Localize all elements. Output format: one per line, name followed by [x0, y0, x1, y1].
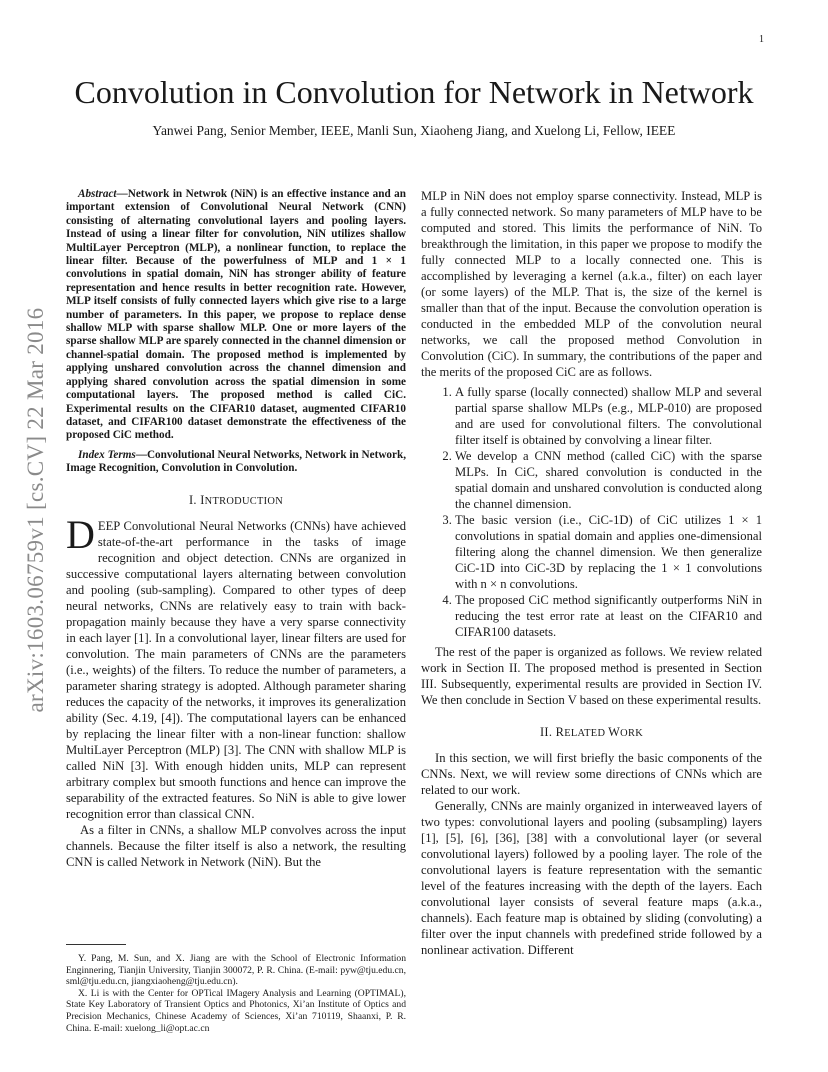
list-item: 2. We develop a CNN method (called CiC) with the sparse MLPs. In CiC, shared convolution is conducted in the spatial domain and unshared convolution is conducted along the channel dimension. — [455, 448, 762, 512]
footnote-affiliation-2: X. Li is with the Center for OPTical IMagery Analysis and Learning (OPTIMAL), State Key Laboratory of Transient Optics and Photonics, Xi’an Institute of Optics and Precision Mechanics, Chinese Academy of Sciences, Xi’an 710119, Shaanxi, P. R. China. E-mail: xuelong_li@opt.ac.cn — [66, 987, 406, 1034]
arxiv-stamp-text: arXiv:1603.06759v1 [cs.CV] 22 Mar 2016 — [23, 307, 48, 713]
list-item: 3. The basic version (i.e., CiC-1D) of CiC utilizes 1 × 1 convolutions in spatial domain and applies one-dimensional filtering along the channel dimension. We then generalize CiC-1D into CiC-3D by replacing the 1 × 1 convolutions with n × n convolutions. — [455, 512, 762, 592]
section-heading-introduction: I. INTRODUCTION — [188, 492, 283, 507]
intro-paragraph-1: DEEP Convolutional Neural Networks (CNNs) have achieved state-of-the-art performance in the tasks of image recognition and object detection. CNNs are organized in successive computational layers alternating between convolution and pooling (sub-sampling). Compared to other types of deep neural networks, CNNs are relatively easy to train with back-propagation mainly because they have a very sparse connectivity in each layer [1]. In a convolutional layer, linear filters are used for convolution. The main parameters of CNNs are the parameters (i.e., weights) of the filters. To reduce the number of parameters, a parameter sharing strategy is adopted. Although parameter sharing reduces the capacity of the networks, it improves its generalization ability (Sec. 4.19, [4]). The computational layers can be enhanced by replacing the linear filter with a non-linear function: shallow MultiLayer Perceptron (MLP) [3]. The CNN with shallow MLP is called NiN [3]. With enough hidden units, MLP can represent arbitrary complex but smooth functions and hence can improve the separability of the extracted features. So NiN is able to give lower recognition error than classical CNN. — [66, 511, 406, 821]
page-number: 1 — [759, 34, 764, 45]
related-paragraph-2: Generally, CNNs are mainly organized in interweaved layers of two types: convolutional layers and pooling (subsampling) layers [1], [5], [6], [36], [38] with a convolutional layer (or several convolutional layers) followed by a pooling layer. The role of the convolutional layers is feature representation with the semantic level of the features increasing with the depth of the layers. Each convolutional layer consists of several feature maps (a.k.a., channels). Each feature map is obtained by sliding (convoluting) a filter over the input channels with predefined stride followed by a nonlinear activation. Different — [421, 799, 762, 957]
section-heading-related-work: II. RELATED WORK — [539, 725, 644, 739]
contribution-list — [421, 384, 762, 640]
left-column — [66, 188, 406, 870]
abstract — [66, 188, 406, 443]
intro-paragraph-3: MLP in NiN does not employ sparse connectivity. Instead, MLP is a fully connected network. So many parameters of MLP have to be computed and stored. This limits the performance of NiN. To breakthrough the limitation, in this paper we propose to modify the fully connected MLP to a locally connected one. This is accomplished by leveraging a kernel (a.k.a., filter) on each layer (or some layers) of the MLP. That is, the size of the kernel is smaller than that of the input. Because the convolution operation is conducted in the embedded MLP of the convolution neural networks, we call the proposed method Convolution in Convolution (CiC). In summary, the contributions of the paper and the merits of the proposed CiC are as follows. — [421, 189, 762, 379]
drop-cap: D — [66, 511, 95, 557]
footnotes — [66, 953, 406, 1034]
arxiv-stamp — [22, 250, 50, 770]
list-item: 4. The proposed CiC method significantly outperforms NiN in reducing the test error rate at least on the CIFAR10 and CIFAR100 datasets. — [455, 592, 762, 640]
index-terms — [66, 449, 406, 476]
abstract-label: Abstract — [78, 188, 117, 200]
abstract-text: —Network in Netwrok (NiN) is an effective instance and an important extension of Convolutional Neural Network (CNN) consisting of alternating convolutional layers and pooling layers. Instead of using a linear filter for convolution, NiN utilizes shallow MultiLayer Perceptron (MLP), a nonlinear function, to replace the linear filter. Because of the powerfulness of MLP and 1 × 1 convolutions in spatial domain, NiN has stronger ability of feature representation and hence results in better recognition rate. However, MLP itself consists of fully connected layers which give rise to a large number of parameters. In this paper, we propose to replace dense shallow MLP with sparse shallow MLP. One or more layers of the sparse shallow MLP are sparely connected in the channel dimension or channel-spatial domain. The proposed method is implemented by applying unshared convolution across the channel dimension and applying shared convolution across the spatial dimension in some computational layers. The proposed method is called CiC. Experimental results on the CIFAR10 dataset, augmented CIFAR10 dataset, and CIFAR100 dataset demonstrate the effectiveness of the proposed CiC method. — [66, 188, 406, 442]
author-list: Yanwei Pang, Senior Member, IEEE, Manli Sun, Xiaoheng Jiang, and Xuelong Li, Fellow, IEEE — [152, 123, 676, 138]
intro-paragraph-2: As a filter in CNNs, a shallow MLP convolves across the input channels. Because the filter itself is also a network, the resulting CNN is called Network in Network (NiN). But the — [66, 822, 406, 869]
related-paragraph-1: In this section, we will first briefly the basic components of the CNNs. Next, we will review some directions of CNNs which are related to our work. — [421, 751, 762, 797]
index-terms-label: Index Terms — [78, 448, 136, 461]
paper-title: Convolution in Convolution for Network in Network — [74, 74, 754, 110]
right-column — [421, 188, 762, 958]
intro-paragraph-4: The rest of the paper is organized as follows. We review related work in Section II. The proposed method is presented in Section III. Subsequently, experimental results are provided in Section IV. We then conclude in Section V based on these experimental results. — [421, 645, 762, 707]
list-item: 1. A fully sparse (locally connected) shallow MLP and several partial sparse shallow MLPs (e.g., MLP-010) are proposed and are used for convolutional filters. The convolutional filter itself is obtained by convolving a linear filter. — [455, 384, 762, 448]
index-terms-text: —Convolutional Neural Networks, Network in Network, Image Recognition, Convolution in Convolution. — [66, 448, 406, 475]
footnote-rule — [66, 944, 126, 945]
footnote-affiliation-1: Y. Pang, M. Sun, and X. Jiang are with the School of Electronic Information Enginnering, Tianjin University, Tianjin 300072, P. R. China. (E-mail: pyw@tju.edu.cn, sml@tju.edu.cn, jiangxiaoheng@tju.edu.cn). — [66, 953, 406, 988]
